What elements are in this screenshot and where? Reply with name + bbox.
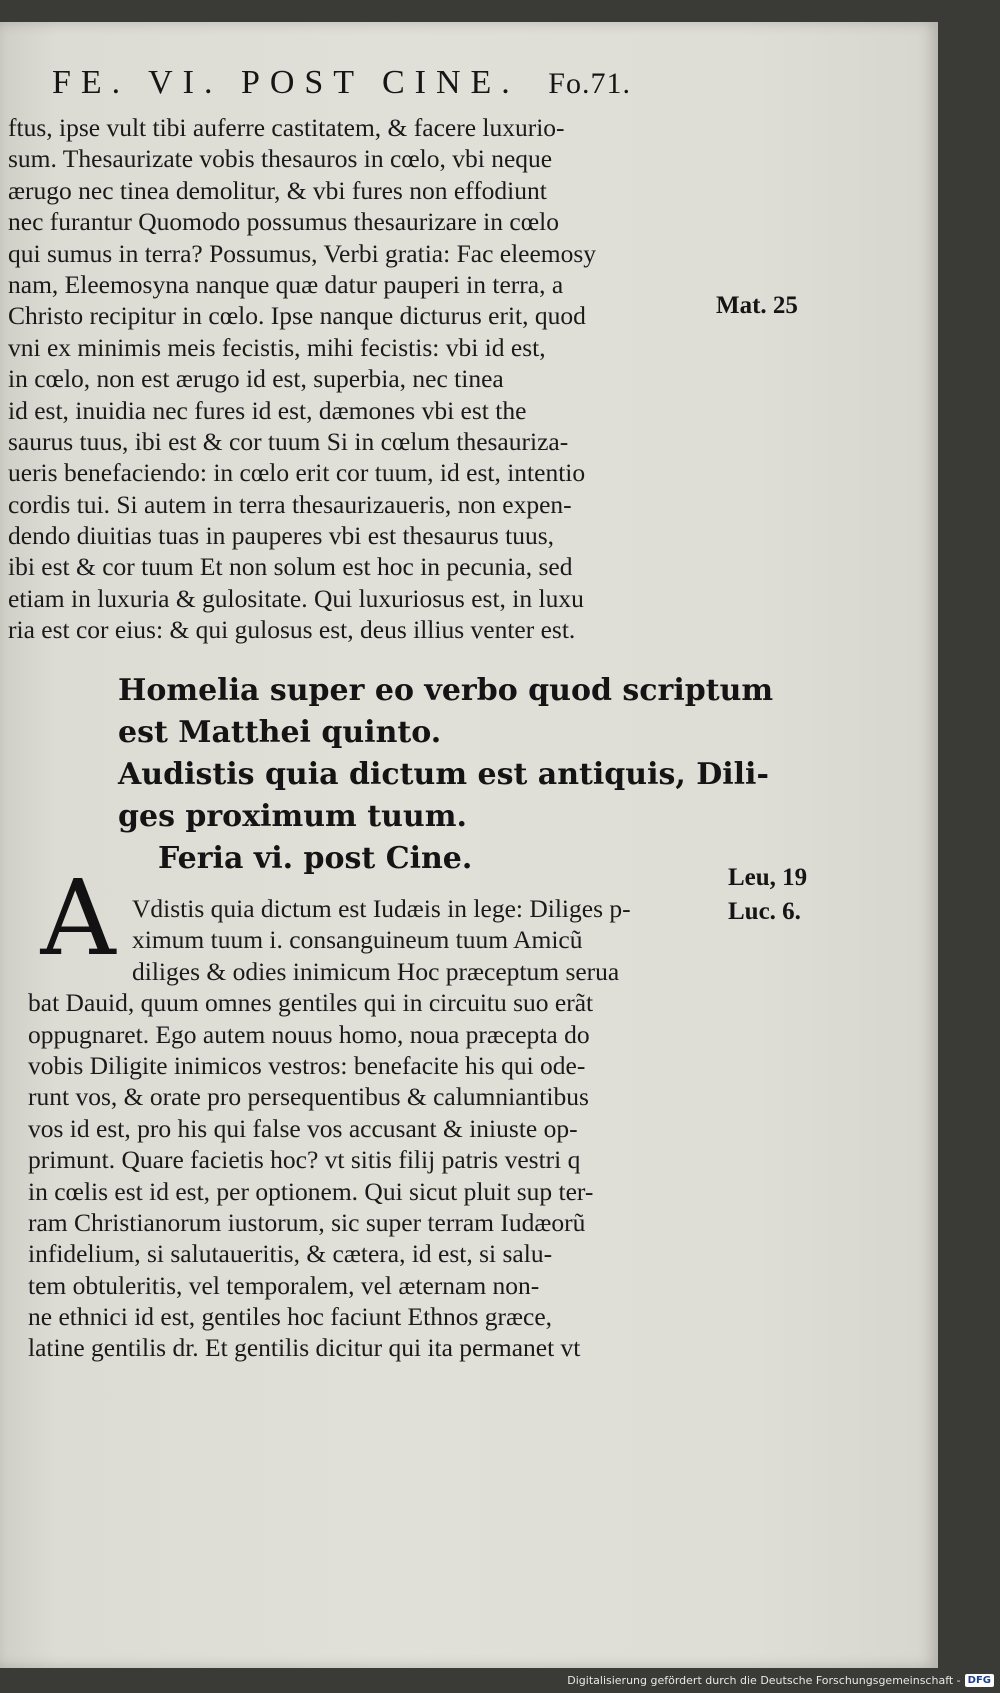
digitization-footer xyxy=(567,1671,994,1689)
text-line: etiam in luxuria & gulositate. Qui luxuriosus est, in luxu xyxy=(8,583,584,613)
heading-line: ges proximum tuum. xyxy=(118,799,467,834)
drop-cap: A xyxy=(40,857,116,979)
footer-credit: Digitalisierung gefördert durch die Deutsche Forschungsgemeinschaft - xyxy=(567,1673,961,1687)
text-line: ne ethnici id est, gentiles hoc faciunt Ethnos græce, xyxy=(28,1302,553,1332)
margin-note-leu: Leu, 19 xyxy=(728,864,808,891)
text-line: Vdistis quia dictum est Iudæis in lege: Diliges p- xyxy=(132,894,631,923)
homily-heading xyxy=(118,670,774,880)
text-line: id est, inuidia nec fures id est, dæmones vbi est the xyxy=(8,395,527,425)
text-line: in cœlis est id est, per optionem. Qui sicut pluit sup ter- xyxy=(28,1176,594,1206)
heading-line: Homelia super eo verbo quod scriptum xyxy=(118,673,774,708)
body-text-block-1 xyxy=(8,112,728,646)
text-line: oppugnaret. Ego autem nouus homo, noua præcepta do xyxy=(28,1019,590,1049)
text-line: tem obtuleritis, vel temporalem, vel æternam non- xyxy=(28,1270,540,1300)
text-line: bat Dauid, quum omnes gentiles qui in circuitu suo erãt xyxy=(28,988,594,1018)
text-line: diliges & odies inimicum Hoc præceptum serua xyxy=(132,956,620,986)
text-line: qui sumus in terra? Possumus, Verbi gratia: Fac eleemosy xyxy=(8,238,597,268)
text-line: ram Christianorum iustorum, sic super terram Iudæorũ xyxy=(28,1207,586,1237)
text-line: primunt. Quare facietis hoc? vt sitis filij patris vestri q xyxy=(28,1145,581,1175)
text-line: sum. Thesaurizate vobis thesauros in cœlo, vbi neque xyxy=(8,144,553,174)
text-line: latine gentilis dr. Et gentilis dicitur qui ita permanet vt xyxy=(28,1333,581,1363)
text-line: vos id est, pro his qui false vos accusant & iniuste op- xyxy=(28,1113,578,1143)
text-line: infidelium, si salutaueritis, & cætera, id est, si salu- xyxy=(28,1239,553,1269)
text-line: ærugo nec tinea demolitur, & vbi fures non effodiunt xyxy=(8,175,547,205)
body-text-block-2 xyxy=(28,893,748,1364)
text-line: saurus tuus, ibi est & cor tuum Si in cœlum thesauriza- xyxy=(8,426,569,456)
margin-note-mat: Mat. 25 xyxy=(716,292,798,319)
heading-feria: Feria vi. post Cine. xyxy=(158,841,473,876)
text-line: nec furantur Quomodo possumus thesaurizare in cœlo xyxy=(8,207,559,237)
text-line: vni ex minimis meis fecistis, mihi fecistis: vbi id est, xyxy=(8,332,546,362)
text-line: vobis Diligite inimicos vestros: benefacite his qui ode- xyxy=(28,1050,586,1080)
text-line: in cœlo, non est ærugo id est, superbia, nec tinea xyxy=(8,364,504,394)
text-line: runt vos, & orate pro persequentibus & calumniantibus xyxy=(28,1082,589,1112)
dfg-logo: DFG xyxy=(965,1674,994,1687)
margin-note-luc: Luc. 6. xyxy=(728,898,801,925)
text-line: ftus, ipse vult tibi auferre castitatem, & facere luxurio- xyxy=(8,113,565,142)
text-line: ximum tuum i. consanguineum tuum Amicũ xyxy=(132,925,583,955)
text-line: Christo recipitur in cœlo. Ipse nanque dicturus erit, quod xyxy=(8,301,586,331)
running-header xyxy=(52,64,692,102)
text-line: ria est cor eius: & qui gulosus est, deus illius venter est. xyxy=(8,615,576,645)
text-line: nam, Eleemosyna nanque quæ datur pauperi in terra, a xyxy=(8,269,564,299)
running-title: FE. VI. POST CINE. xyxy=(52,64,520,101)
text-line: dendo diuitias tuas in pauperes vbi est thesaurus tuus, xyxy=(8,521,555,551)
text-line: cordis tui. Si autem in terra thesaurizaueris, non expen- xyxy=(8,489,572,519)
folio-number: Fo.71. xyxy=(548,67,631,100)
text-line: ueris benefaciendo: in cœlo erit cor tuum, id est, intentio xyxy=(8,458,586,488)
heading-line: Audistis quia dictum est antiquis, Dili- xyxy=(118,757,769,792)
heading-line: est Matthei quinto. xyxy=(118,715,442,750)
text-line: ibi est & cor tuum Et non solum est hoc in pecunia, sed xyxy=(8,552,573,582)
